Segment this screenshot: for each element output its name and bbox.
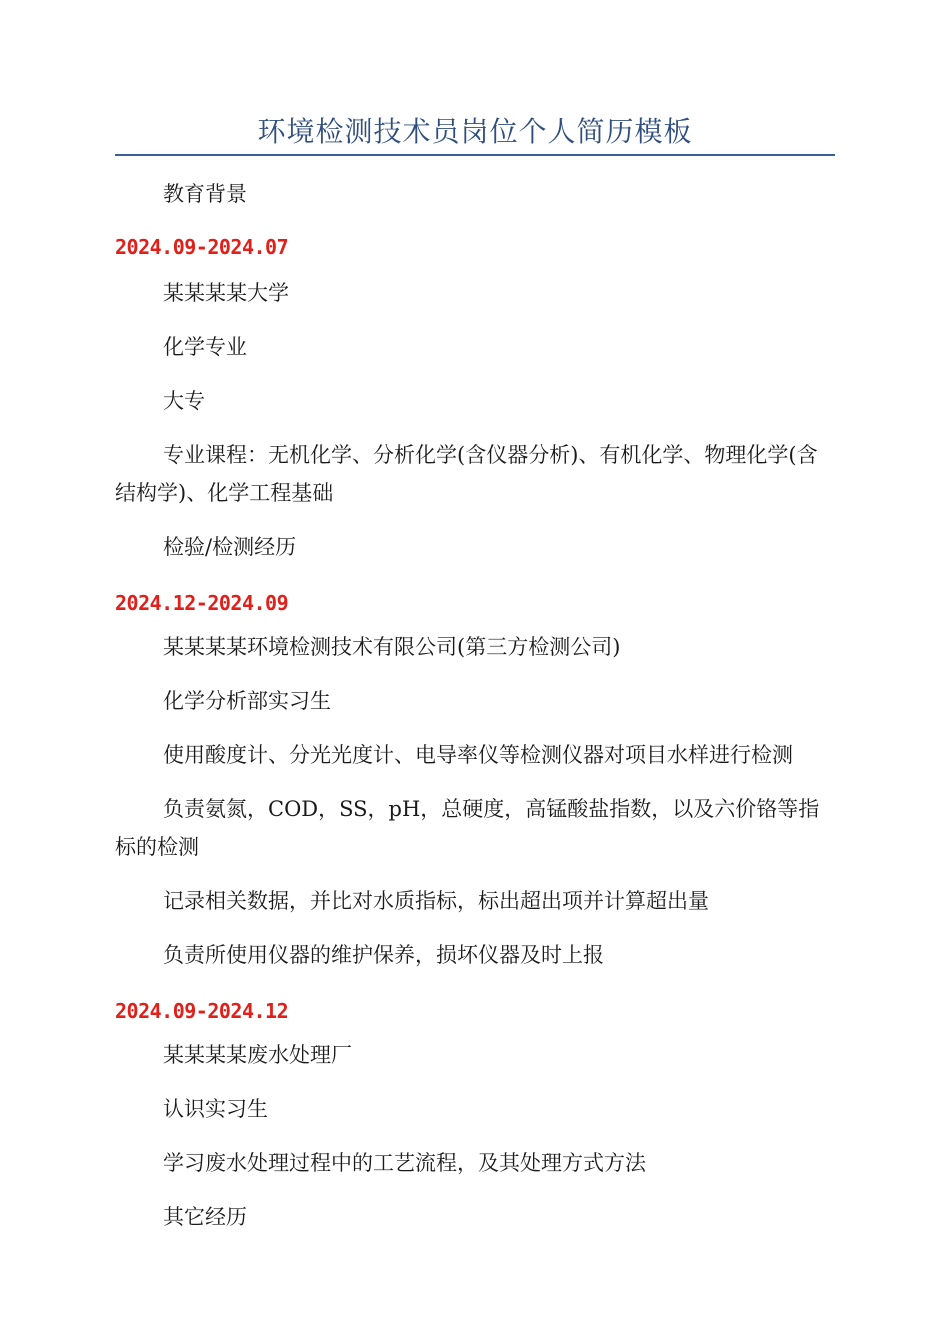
job-1-company: 某某某某环境检测技术有限公司(第三方检测公司) (163, 635, 621, 659)
education-school: 某某某某大学 (163, 281, 289, 305)
experience-heading: 检验/检测经历 (163, 535, 297, 559)
job-1-duty: 负责氨氮，COD，SS，pH，总硬度，高锰酸盐指数，以及六价铬等指标的检测 (115, 797, 820, 859)
education-degree: 大专 (163, 389, 205, 413)
job-2-date: 2024.09-2024.12 (115, 999, 289, 1023)
other-heading: 其它经历 (163, 1205, 247, 1229)
education-major: 化学专业 (163, 335, 247, 359)
job-1-duty: 记录相关数据，并比对水质指标，标出超出项并计算超出量 (163, 889, 709, 913)
education-date: 2024.09-2024.07 (115, 235, 289, 259)
title-underline (115, 154, 835, 156)
job-1-date: 2024.12-2024.09 (115, 591, 289, 615)
job-1-duty: 负责所使用仪器的维护保养，损坏仪器及时上报 (163, 943, 604, 967)
document-title: 环境检测技术员岗位个人简历模板 (257, 115, 693, 148)
education-courses: 专业课程：无机化学、分析化学(含仪器分析)、有机化学、物理化学(含结构学)、化学工程基础 (115, 443, 818, 505)
job-1-duty: 使用酸度计、分光光度计、电导率仪等检测仪器对项目水样进行检测 (163, 743, 793, 767)
job-2-company: 某某某某废水处理厂 (163, 1043, 352, 1067)
job-2-duty: 学习废水处理过程中的工艺流程，及其处理方式方法 (163, 1151, 646, 1175)
job-2-role: 认识实习生 (163, 1097, 268, 1121)
job-1-role: 化学分析部实习生 (163, 689, 331, 713)
education-heading: 教育背景 (163, 182, 247, 206)
